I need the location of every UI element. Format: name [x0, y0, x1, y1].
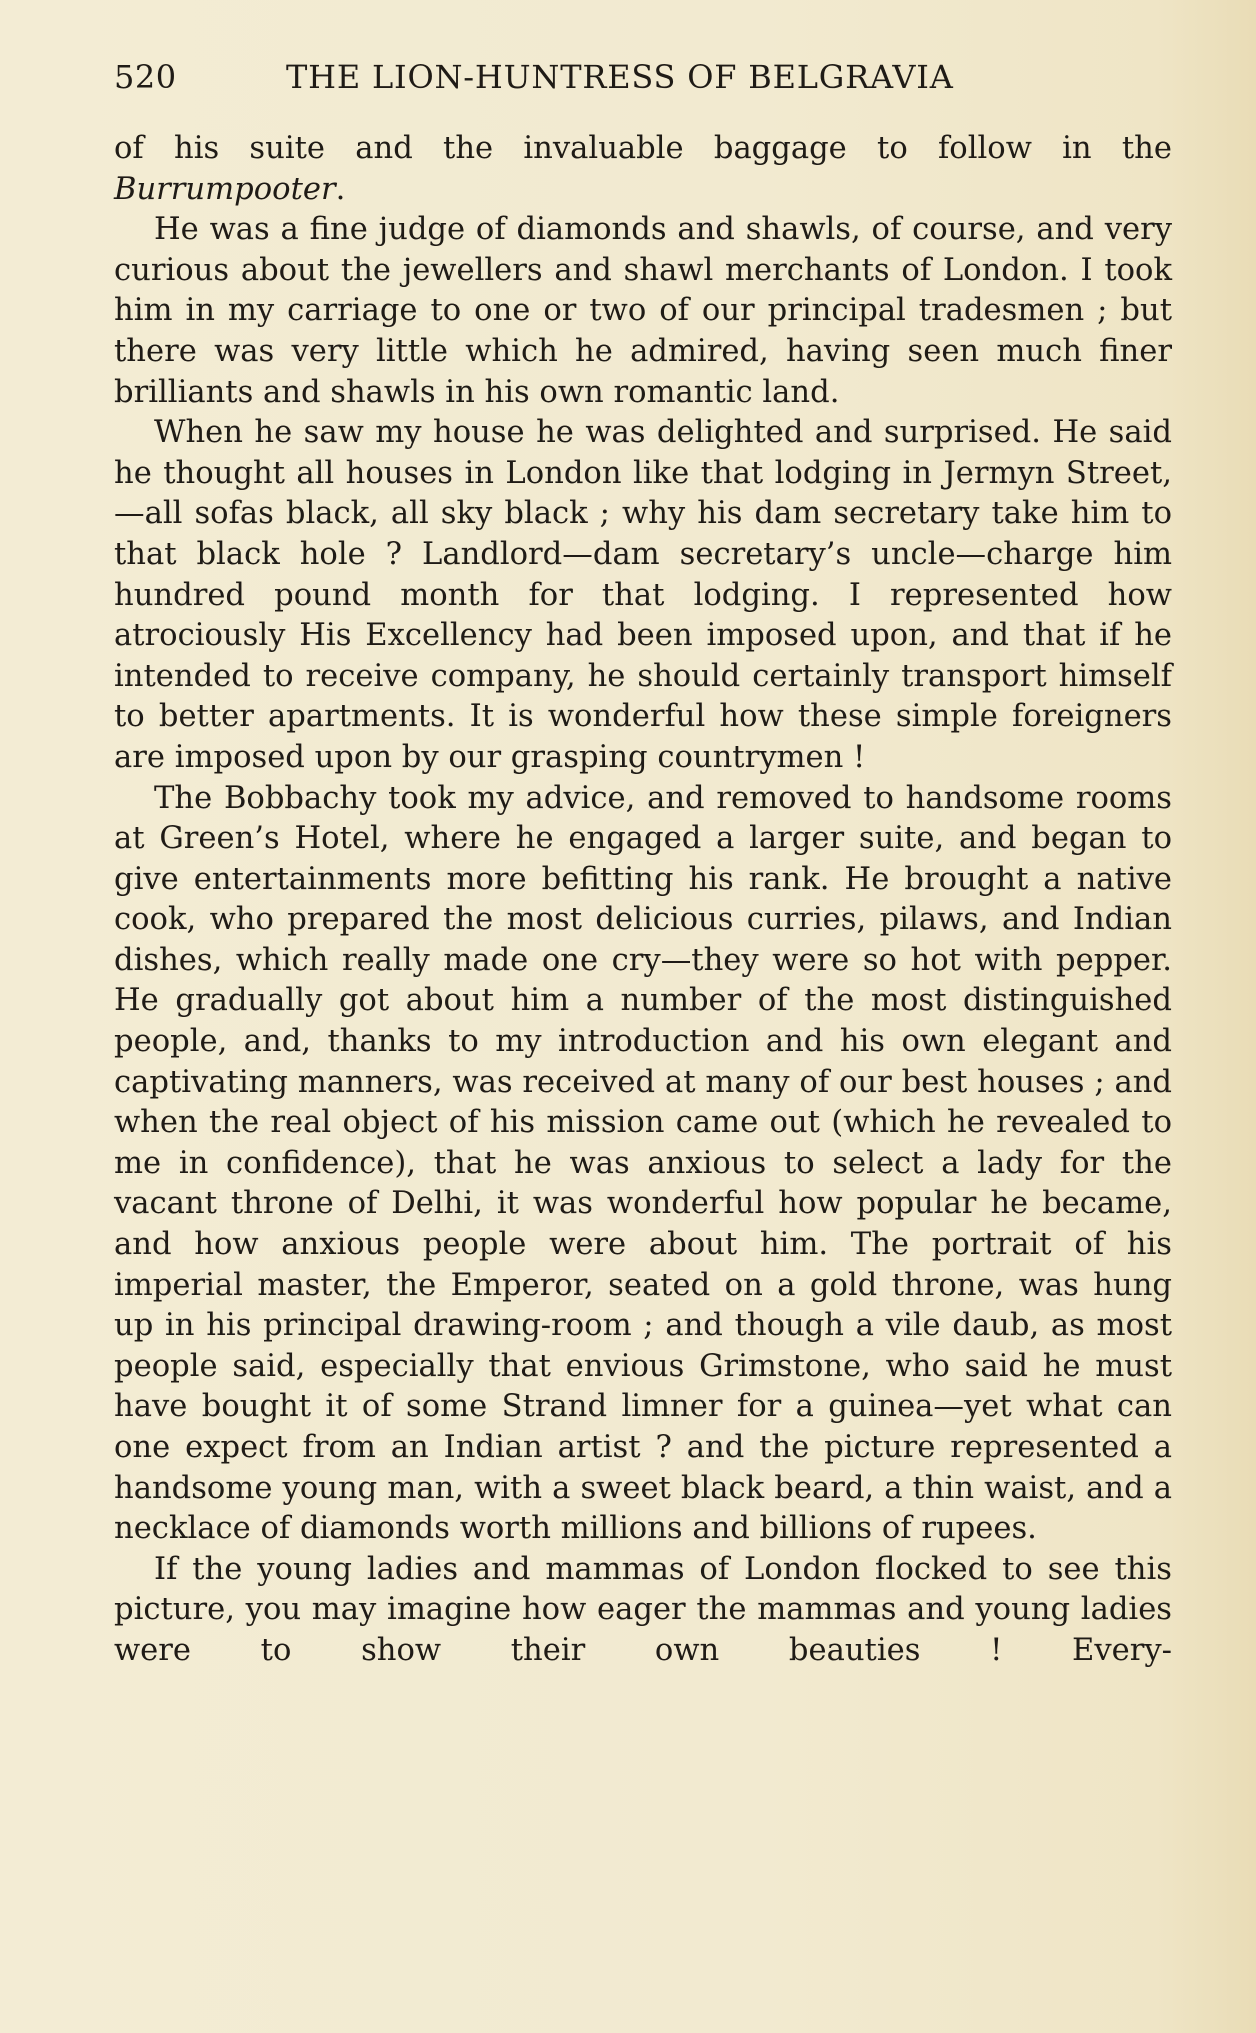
- paragraph-5: If the young ladies and mammas of London flocked to see this picture, you may imagine how eager the mammas and young ladies were to show their own beauties ! Every-: [114, 1551, 1172, 1668]
- paragraph-1-tail: .: [335, 171, 346, 207]
- running-head: [114, 50, 1174, 106]
- running-title: THE LION-HUNTRESS OF BELGRAVIA: [286, 58, 954, 96]
- paragraph-3: When he saw my house he was delighted and surprised. He said he thought all houses in London like that lodging in Jermyn Street,—all sofas black, all sky black ; why his dam secretary take him to that black hole ? Landlord—dam secretary’s uncle—charge him hundred pound month for that lodging. I represented how atrociously His Excellency had been imposed upon, and that if he intended to receive company, he should certainly transport himself to better apartments. It is wonderful how these simple foreigners are imposed upon by our grasping countrymen !: [114, 415, 1172, 775]
- page-number: 520: [114, 58, 177, 96]
- paragraph-1-lead: of his suite and the invaluable baggage to follow in the: [114, 131, 1172, 166]
- paragraph-2: He was a fine judge of diamonds and shawls, of course, and very curious about the jewellers and shawl merchants of London. I took him in my carriage to one or two of our principal tradesmen ; but there was very little which he admired, having seen much finer brilliants and shawls in his own romantic land.: [114, 212, 1172, 410]
- ship-name-italic: Burrumpooter: [114, 171, 336, 207]
- paragraph-4: The Bobbachy took my advice, and removed to handsome rooms at Green’s Hotel, where he engaged a larger suite, and began to give entertainments more befitting his rank. He brought a native cook, who prepared the most delicious curries, pilaws, and Indian dishes, which really made one cry—they were so hot with pepper. He gradually got about him a number of the most distinguished people, and, thanks to my introduction and his own elegant and captivating manners, was received at many of our best houses ; and when the real object of his mission came out (which he revealed to me in confidence), that he was anxious to select a lady for the vacant throne of Delhi, it was wonderful how popular he became, and how anxious people were about him. The portrait of his imperial master, the Emperor, seated on a gold throne, was hung up in his principal drawing-room ; and though a vile daub, as most people said, especially that envious Grimstone, who said he must have bought it of some Strand limner for a guinea—yet what can one expect from an Indian artist ? and the picture represented a handsome young man, with a sweet black beard, a thin waist, and a necklace of diamonds worth millions and billions of rupees.: [114, 780, 1172, 1547]
- body-text: [114, 129, 1172, 1672]
- paragraph-1: [114, 129, 1172, 210]
